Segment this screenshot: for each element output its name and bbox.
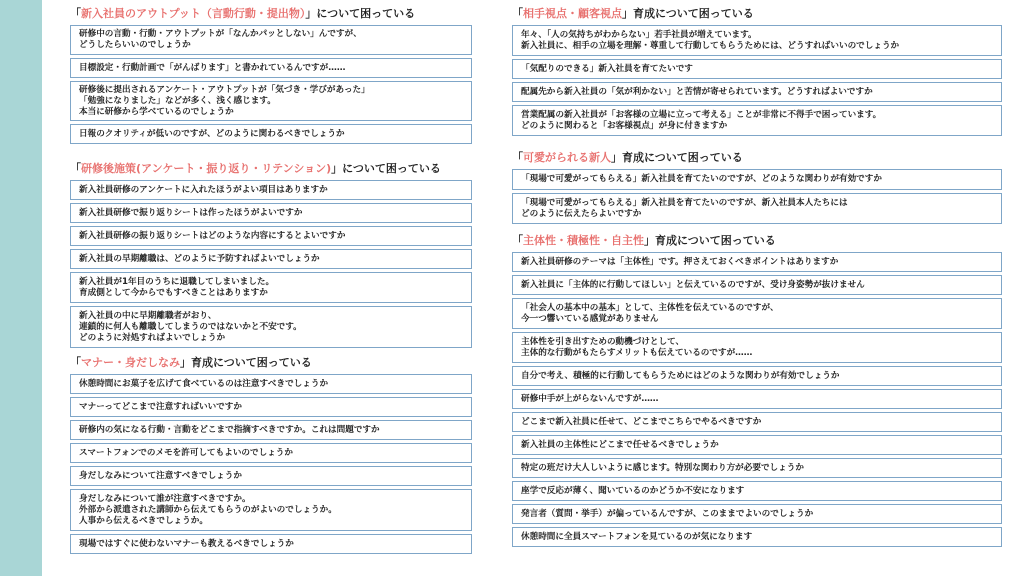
decorative-side-strip xyxy=(0,0,42,576)
question-item: 発言者（質問・挙手）が偏っているんですが、このままでよいのでしょうか xyxy=(512,504,1002,524)
question-item: 新入社員研修のテーマは「主体性」です。押さえておくべきポイントはありますか xyxy=(512,252,1002,272)
section-heading: 「新入社員のアウトプット（言動行動・提出物）」について困っている xyxy=(70,7,416,20)
section-heading-highlight: 主体性・積極性・自主性 xyxy=(523,234,644,247)
section-proactivity xyxy=(512,234,1002,550)
question-item: 研修中手が上がらないんですが…… xyxy=(512,389,1002,409)
section-post-training xyxy=(70,162,472,351)
question-item: 目標設定・行動計画で「がんばります」と書かれているんですが…… xyxy=(70,58,472,78)
question-item: 新入社員の中に早期離職者がおり、 連鎖的に何人も離職してしまうのではないかと不安です。 どのように対処すればよいでしょうか xyxy=(70,306,472,348)
question-item: 特定の班だけ大人しいように感じます。特別な関わり方が必要でしょうか xyxy=(512,458,1002,478)
section-customer-viewpoint xyxy=(512,7,1002,139)
section-heading: 「相手視点・顧客視点」育成について困っている xyxy=(512,7,754,20)
section-heading: 「主体性・積極性・自主性」育成について困っている xyxy=(512,234,776,247)
question-item: 休憩時間にお菓子を広げて食べているのは注意すべきでしょうか xyxy=(70,374,472,394)
question-item: 休憩時間に全員スマートフォンを見ているのが気になります xyxy=(512,527,1002,547)
question-item: 新入社員研修で振り返りシートは作ったほうがよいですか xyxy=(70,203,472,223)
question-item: 新入社員研修のアンケートに入れたほうがよい項目はありますか xyxy=(70,180,472,200)
question-item: 新入社員の早期離職は、どのように予防すればよいでしょうか xyxy=(70,249,472,269)
question-item: 配属先から新入社員の「気が利かない」と苦情が寄せられています。どうすればよいですか xyxy=(512,82,1002,102)
question-item: 「現場で可愛がってもらえる」新入社員を育てたいのですが、新入社員本人たちには どのように伝えたらよいですか xyxy=(512,193,1002,224)
section-heading: 「マナー・身だしなみ」育成について困っている xyxy=(70,356,312,369)
question-item: 日報のクオリティが低いのですが、どのように関わるべきでしょうか xyxy=(70,124,472,144)
section-manners xyxy=(70,356,472,557)
section-output xyxy=(70,7,472,147)
question-item: 研修内の気になる行動・言動をどこまで指摘すべきですか。これは問題ですか xyxy=(70,420,472,440)
question-item: 年々、「人の気持ちがわからない」若手社員が増えています。 新入社員に、相手の立場を理解・尊重して行動してもらうためには、どうすればいいのでしょうか xyxy=(512,25,1002,56)
question-item: 身だしなみについて注意すべきでしょうか xyxy=(70,466,472,486)
question-item: 新入社員研修の振り返りシートはどのような内容にするとよいですか xyxy=(70,226,472,246)
section-likable-newcomer xyxy=(512,151,1002,227)
question-item: 「現場で可愛がってもらえる」新入社員を育てたいのですが、どのような関わりが有効ですか xyxy=(512,169,1002,190)
question-item: 研修後に提出されるアンケート・アウトプットが「気づき・学びがあった」 「勉強になりました」などが多く、浅く感じます。 本当に研修から学べているのでしょうか xyxy=(70,81,472,121)
section-heading: 「可愛がられる新人」育成について困っている xyxy=(512,151,743,164)
question-item: 新入社員が1年目のうちに退職してしまいました。 育成側として今からでもすべきことはありますか xyxy=(70,272,472,303)
section-heading-highlight: 新入社員のアウトプット（言動行動・提出物） xyxy=(81,7,306,20)
question-item: 身だしなみについて誰が注意すべきですか。 外部から派遣された講師から伝えてもらうのがよいのでしょうか。 人事から伝えるべきでしょうか。 xyxy=(70,489,472,531)
question-item: どこまで新入社員に任せて、どこまでこちらでやるべきですか xyxy=(512,412,1002,432)
question-item: 新入社員に「主体的に行動してほしい」と伝えているのですが、受け身姿勢が抜けません xyxy=(512,275,1002,295)
question-item: 営業配属の新入社員が「お客様の立場に立って考える」ことが非常に不得手で困っています。 どのように関わると「お客様視点」が身に付きますか xyxy=(512,105,1002,136)
question-item: 主体性を引き出すための動機づけとして、 主体的な行動がもたらすメリットも伝えているのですが…… xyxy=(512,332,1002,363)
section-heading-highlight: 可愛がられる新人 xyxy=(523,151,611,164)
question-item: マナーってどこまで注意すればいいですか xyxy=(70,397,472,417)
question-item: 自分で考え、積極的に行動してもらうためにはどのような関わりが有効でしょうか xyxy=(512,366,1002,386)
section-heading: 「研修後施策(アンケート・振り返り・リテンション)」について困っている xyxy=(70,162,441,175)
question-item: 「気配りのできる」新入社員を育てたいです xyxy=(512,59,1002,79)
question-item: 新入社員の主体性にどこまで任せるべきでしょうか xyxy=(512,435,1002,455)
section-heading-highlight: 相手視点・顧客視点 xyxy=(523,7,622,20)
section-heading-highlight: 研修後施策(アンケート・振り返り・リテンション) xyxy=(81,162,332,175)
question-item: 現場ではすぐに使わないマナーも教えるべきでしょうか xyxy=(70,534,472,554)
question-item: 研修中の言動・行動・アウトプットが「なんかパッとしない」んですが、 どうしたらいいのでしょうか xyxy=(70,25,472,55)
question-item: スマートフォンでのメモを許可してもよいのでしょうか xyxy=(70,443,472,463)
question-item: 座学で反応が薄く、聞いているのかどうか不安になります xyxy=(512,481,1002,501)
section-heading-highlight: マナー・身だしなみ xyxy=(81,356,180,369)
question-item: 「社会人の基本中の基本」として、主体性を伝えているのですが、 今一つ響いている感覚がありません xyxy=(512,298,1002,329)
